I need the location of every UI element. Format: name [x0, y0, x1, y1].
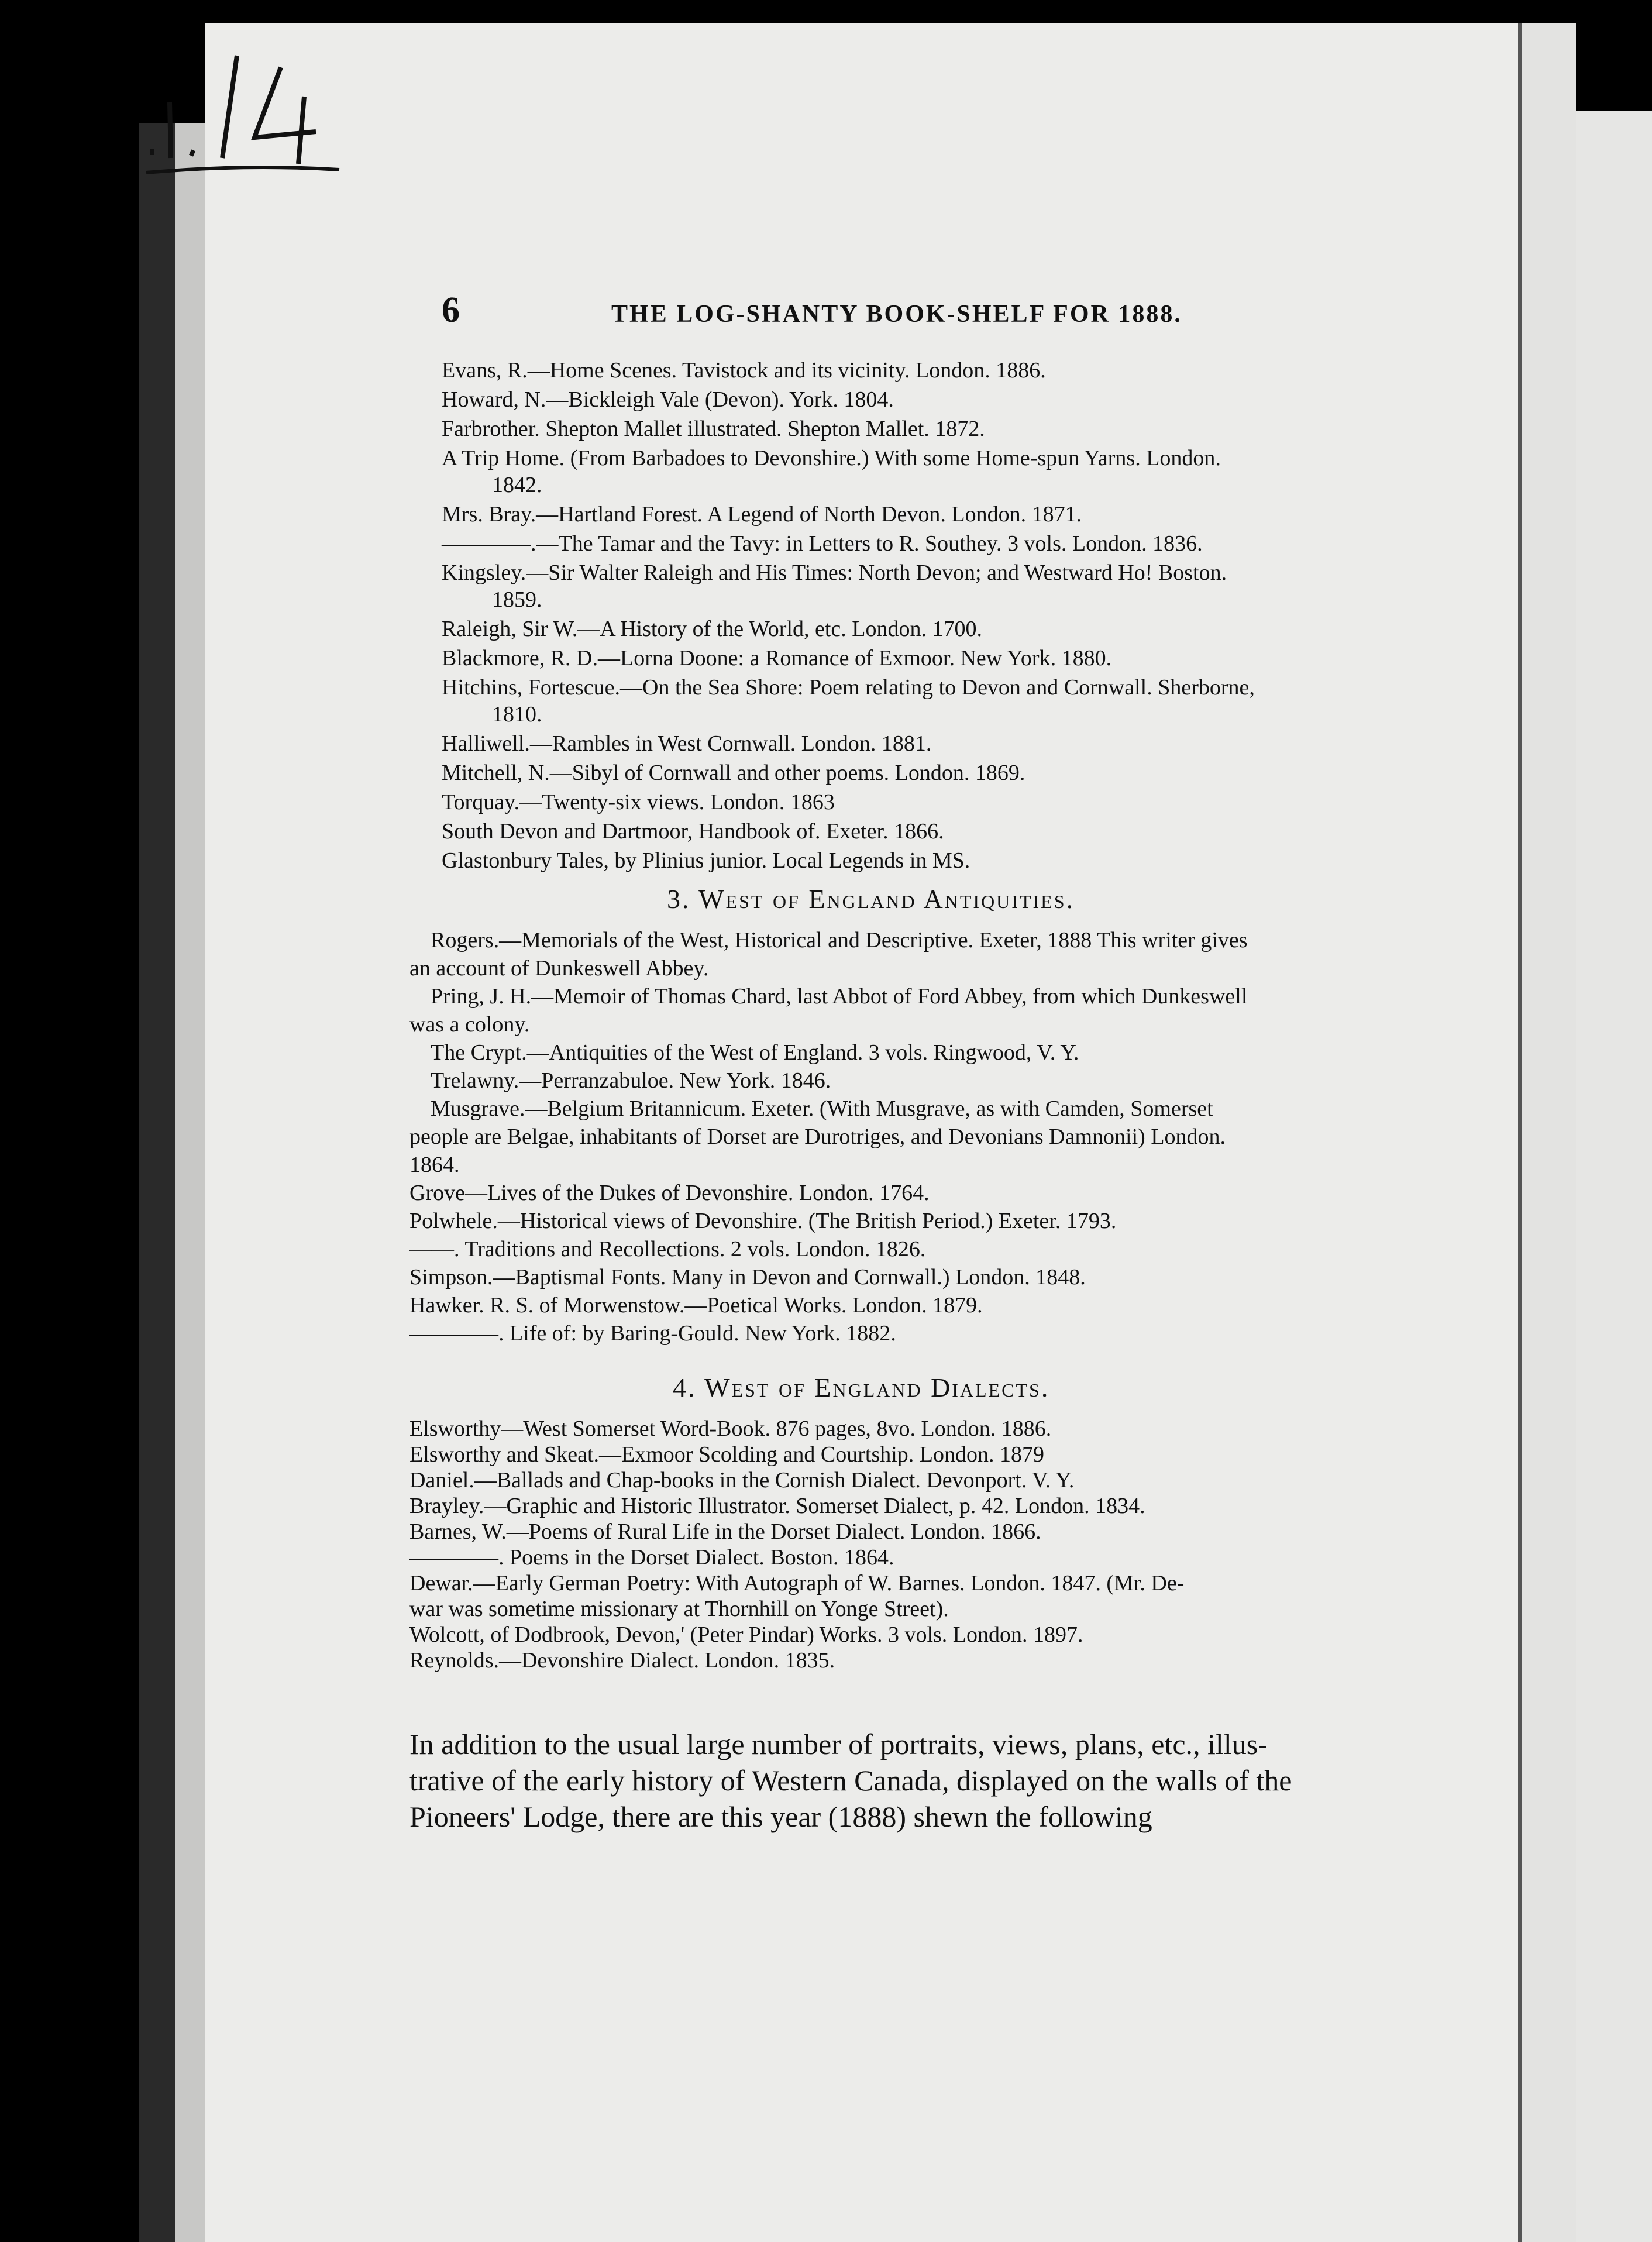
- handwritten-shelf-mark-drawing: [129, 32, 351, 178]
- entry-text: Hitchins, Fortescue.—On the Sea Shore: Poem relating to Devon and Cornwall. Sherborne,: [442, 675, 1255, 700]
- list-item: [409, 1545, 1392, 1570]
- entry-text: Brayley.—Graphic and Historic Illustrator. Somerset Dialect, p. 42. London. 1834.: [409, 1494, 1145, 1518]
- handwritten-shelf-mark: [129, 32, 351, 178]
- closing-line: In addition to the usual large number of portraits, views, plans, etc., illus-: [409, 1728, 1268, 1760]
- entry-text: Blackmore, R. D.—Lorna Doone: a Romance of Exmoor. New York. 1880.: [442, 646, 1112, 670]
- list-item: [409, 1208, 1392, 1234]
- entry-text: Daniel.—Ballads and Chap-books in the Cornish Dialect. Devonport. V. Y.: [409, 1468, 1075, 1493]
- entry-text: A Trip Home. (From Barbadoes to Devonshire.) With some Home-spun Yarns. London.: [442, 446, 1221, 470]
- list-item: [442, 501, 1389, 528]
- entry-text: Elsworthy—West Somerset Word-Book. 876 pages, 8vo. London. 1886.: [409, 1416, 1052, 1441]
- list-item: [409, 927, 1392, 953]
- entry-text: Pring, J. H.—Memoir of Thomas Chard, last Abbot of Ford Abbey, from which Dunkeswell: [431, 984, 1248, 1009]
- list-item: [409, 1321, 1392, 1346]
- section-heading-dialects: 4. West of England Dialects.: [673, 1373, 1050, 1402]
- list-item: [409, 1519, 1392, 1545]
- entry-text-continuation: was a colony.: [409, 1012, 530, 1037]
- entry-text-continuation: 1859.: [492, 587, 542, 612]
- entry-text: Musgrave.—Belgium Britannicum. Exeter. (With Musgrave, as with Camden, Somerset: [431, 1096, 1213, 1121]
- list-item-continuation: [409, 1012, 1392, 1037]
- list-item: [442, 789, 1389, 816]
- page-fold-strip: [1522, 23, 1576, 2242]
- list-item: [442, 645, 1389, 672]
- facing-page-edge: [1576, 111, 1652, 2242]
- list-item: [409, 1622, 1392, 1648]
- entry-text: Glastonbury Tales, by Plinius junior. Local Legends in MS.: [442, 848, 970, 873]
- entry-text-continuation: 1842.: [492, 473, 542, 497]
- list-item: [409, 1040, 1392, 1065]
- list-item: [442, 415, 1389, 442]
- list-item: [409, 1467, 1392, 1493]
- bibliography-list-devon-cornwall: [442, 357, 1389, 874]
- list-item: [409, 1416, 1392, 1442]
- entry-text: Barnes, W.—Poems of Rural Life in the Dorset Dialect. London. 1866.: [409, 1519, 1041, 1544]
- entry-text: Raleigh, Sir W.—A History of the World, etc. London. 1700.: [442, 617, 983, 641]
- entry-text: Wolcott, of Dodbrook, Devon,' (Peter Pindar) Works. 3 vols. London. 1897.: [409, 1622, 1083, 1647]
- entry-text: Kingsley.—Sir Walter Raleigh and His Times: North Devon; and Westward Ho! Boston.: [442, 560, 1227, 585]
- entry-text: Mrs. Bray.—Hartland Forest. A Legend of North Devon. London. 1871.: [442, 502, 1082, 527]
- entry-text: ————.—The Tamar and the Tavy: in Letters to R. Southey. 3 vols. London. 1836.: [442, 531, 1203, 556]
- closing-line: trative of the early history of Western Canada, displayed on the walls of the: [409, 1764, 1292, 1797]
- list-item: [409, 1236, 1392, 1262]
- list-item: [442, 818, 1389, 845]
- list-item: [409, 1493, 1392, 1519]
- entry-text: ————. Life of: by Baring-Gould. New York. 1882.: [409, 1321, 896, 1346]
- running-title: THE LOG-SHANTY BOOK-SHELF FOR 1888.: [611, 301, 1182, 328]
- entry-text: Simpson.—Baptismal Fonts. Many in Devon and Cornwall.) London. 1848.: [409, 1265, 1086, 1290]
- entry-text: Polwhele.—Historical views of Devonshire. (The British Period.) Exeter. 1793.: [409, 1209, 1117, 1233]
- entry-text: ————. Poems in the Dorset Dialect. Boston. 1864.: [409, 1545, 894, 1570]
- list-item: [409, 1096, 1392, 1122]
- entry-text: South Devon and Dartmoor, Handbook of. Exeter. 1866.: [442, 819, 944, 844]
- entry-text: Elsworthy and Skeat.—Exmoor Scolding and Courtship. London. 1879: [409, 1442, 1045, 1467]
- page-number: 6: [442, 290, 460, 330]
- entry-text-continuation: people are Belgae, inhabitants of Dorset are Durotriges, and Devonians Damnonii) London.: [409, 1125, 1226, 1149]
- list-item: [442, 847, 1389, 874]
- entry-text: Torquay.—Twenty-six views. London. 1863: [442, 790, 835, 814]
- left-page-edge-shade: [175, 123, 205, 2242]
- entry-text: ——. Traditions and Recollections. 2 vols. London. 1826.: [409, 1237, 926, 1261]
- list-item: [409, 1292, 1392, 1318]
- list-item: [442, 357, 1389, 384]
- entry-text-continuation: war was sometime missionary at Thornhill on Yonge Street).: [409, 1597, 949, 1621]
- list-item: [409, 1442, 1392, 1467]
- entry-text: Reynolds.—Devonshire Dialect. London. 1835.: [409, 1648, 835, 1673]
- entry-text: Dewar.—Early German Poetry: With Autograph of W. Barnes. London. 1847. (Mr. De-: [409, 1571, 1185, 1595]
- entry-text: Rogers.—Memorials of the West, Historical and Descriptive. Exeter, 1888 This writer gives: [431, 928, 1248, 952]
- entry-text: Howard, N.—Bickleigh Vale (Devon). York. 1804.: [442, 387, 894, 412]
- entry-text: The Crypt.—Antiquities of the West of England. 3 vols. Ringwood, V. Y.: [431, 1040, 1079, 1065]
- list-item: [409, 1648, 1392, 1673]
- entry-text: Trelawny.—Perranzabuloe. New York. 1846.: [431, 1068, 831, 1093]
- entry-text: Evans, R.—Home Scenes. Tavistock and its vicinity. London. 1886.: [442, 358, 1046, 383]
- list-item: [409, 1570, 1392, 1596]
- list-item: [442, 559, 1389, 613]
- entry-text: Grove—Lives of the Dukes of Devonshire. London. 1764.: [409, 1181, 930, 1205]
- entry-text: Halliwell.—Rambles in West Cornwall. London. 1881.: [442, 731, 932, 756]
- entry-text-continuation: an account of Dunkeswell Abbey.: [409, 956, 709, 981]
- page-header: [442, 290, 1261, 336]
- entry-text-continuation: 1810.: [492, 702, 542, 727]
- entry-text: Farbrother. Shepton Mallet illustrated. Shepton Mallet. 1872.: [442, 417, 985, 441]
- section-heading-antiquities: 3. West of England Antiquities.: [667, 884, 1075, 914]
- list-item-continuation: [409, 1124, 1392, 1150]
- bibliography-list-antiquities: [409, 927, 1392, 1346]
- list-item: [409, 1068, 1392, 1094]
- closing-line: Pioneers' Lodge, there are this year (1888) shewn the following: [409, 1800, 1152, 1833]
- list-item: [442, 759, 1389, 786]
- bibliography-list-dialects: [409, 1416, 1392, 1673]
- list-item: [442, 730, 1389, 757]
- list-item: [409, 1180, 1392, 1206]
- list-item: [442, 615, 1389, 642]
- closing-paragraph: [409, 1726, 1345, 1835]
- entry-text-continuation: 1864.: [409, 1153, 460, 1177]
- list-item: [442, 386, 1389, 413]
- list-item-continuation: [409, 1596, 1392, 1622]
- list-item: [409, 984, 1392, 1009]
- entry-text: Mitchell, N.—Sibyl of Cornwall and other poems. London. 1869.: [442, 761, 1025, 785]
- list-item-continuation: [409, 955, 1392, 981]
- list-item: [442, 530, 1389, 557]
- list-item: [442, 445, 1389, 498]
- list-item-continuation: [409, 1152, 1392, 1178]
- list-item: [409, 1264, 1392, 1290]
- list-item: [442, 674, 1389, 728]
- entry-text: Hawker. R. S. of Morwenstow.—Poetical Works. London. 1879.: [409, 1293, 983, 1318]
